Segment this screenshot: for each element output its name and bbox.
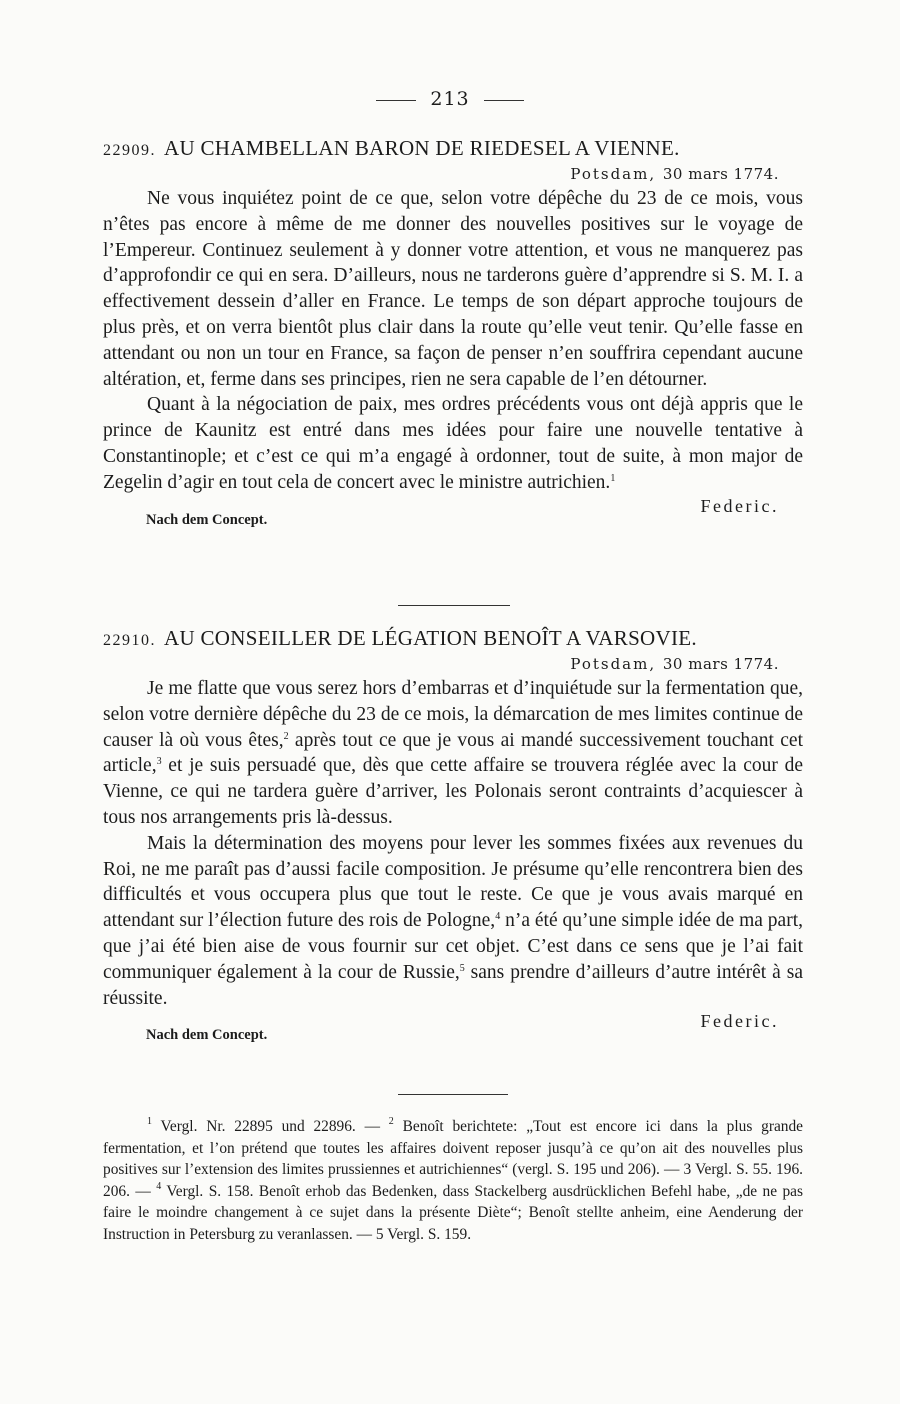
letter-place: Potsdam, bbox=[570, 165, 657, 183]
footnote-marker: 2 bbox=[283, 730, 289, 742]
footnote-divider bbox=[398, 1094, 508, 1095]
letter-paragraph bbox=[103, 676, 803, 831]
footnote-marker: 1 bbox=[610, 472, 616, 484]
footnote-block bbox=[103, 1116, 803, 1245]
footnote-text: Benoît berichtete: „Tout est encore ici dans la plus grande fermentation, et l’on prétend que toutes les affaires doivent reposer jusqu’à ce qu’on ait des nouvelles plus positives sur l’extension des limites prussiennes et autrichiennes“ (vergl. S. 195 und 206). — 3 Vergl. S. 55. 196. 206. — bbox=[103, 1118, 804, 1200]
page-number-dash-left bbox=[376, 100, 416, 101]
footnote-number: 1 bbox=[147, 1116, 152, 1127]
footnote-marker: 3 bbox=[156, 756, 162, 768]
page-number-value: 213 bbox=[430, 88, 470, 110]
letter-dateline bbox=[103, 655, 803, 673]
signature-row bbox=[103, 1011, 803, 1053]
footnote-number: 2 bbox=[388, 1116, 394, 1127]
page-number bbox=[0, 88, 900, 110]
letter-number: 22909. bbox=[103, 142, 156, 159]
paragraph-text: et je suis persuadé que, dès que cette affaire se trouvera réglée avec la cour de Vienne, ce qui ne tardera guère d’arriver, les Polonais seront contraints d’acquiescer à tous nos arrangements pris là-dessus. bbox=[103, 755, 803, 828]
letter-dateline bbox=[103, 165, 803, 183]
paragraph-text: n’a été qu’une simple idée de ma part, que j’ai été bien aise de vous fournir sur cet objet. C’est dans ce sens que je l’ai fait communiquer également à la cour de Russie, bbox=[103, 910, 803, 983]
letter-body bbox=[103, 676, 803, 1011]
signature: Federic. bbox=[700, 1011, 779, 1032]
source-note: Nach dem Concept. bbox=[146, 511, 268, 528]
paragraph-text: Quant à la négociation de paix, mes ordres précédents vous ont déjà appris que le prince de Kaunitz est entré dans mes idées pour faire une nouvelle tentative à Constantinople; et c’est ce qui m’a engagé à ordonner, tout de suite, à mon major de Zegelin d’agir en tout cela de concert avec le ministre autrichien. bbox=[103, 394, 803, 493]
page-number-dash-right bbox=[484, 100, 524, 101]
letter-title: AU CONSEILLER DE LÉGATION BENOÎT A VARSOVIE. bbox=[164, 626, 697, 650]
letter-22910 bbox=[103, 626, 803, 1053]
paragraph-text: après tout ce que je vous ai mandé successivement touchant cet article, bbox=[103, 729, 803, 777]
source-note: Nach dem Concept. bbox=[146, 1027, 268, 1044]
letter-paragraph bbox=[103, 831, 803, 1012]
footnote-marker: 4 bbox=[495, 911, 501, 923]
paragraph-text: sans prendre d’ailleurs d’autre intérêt à sa réussite. bbox=[103, 961, 803, 1009]
paragraph-text: Je me flatte que vous serez hors d’embarras et d’inquiétude sur la fermentation que, selon votre dernière dépêche du 23 de ce mois, la démarcation de mes limites continue de causer là où vous êtes, bbox=[103, 678, 803, 751]
letter-heading bbox=[103, 136, 803, 161]
letter-paragraph: Ne vous inquiétez point de ce que, selon votre dépêche du 23 de ce mois, vous n’êtes pas encore à même de me donner des nouvelles positives sur le voyage de l’Empereur. Continuez seulement à y donner votre attention, et vous ne manquerez pas d’approfondir ce qui en sera. D’ailleurs, nous ne tarderons guère d’apprendre si S. M. I. a effectivement dessein d’aller en France. Le temps de son départ approche toujours de plus près, et on verra bientôt plus clair dans la route qu’elle veut tenir. Qu’elle fasse en attendant ou non un tour en France, sa façon de penser n’en souffrira cependant aucune altération, et, ferme dans ses principes, rien ne sera capable de l’en détourner. bbox=[103, 188, 803, 390]
letter-place: Potsdam, bbox=[570, 655, 657, 673]
signature: Federic. bbox=[700, 495, 779, 516]
letter-22909 bbox=[103, 136, 803, 538]
footnotes bbox=[103, 1116, 803, 1245]
footnote-text: Vergl. S. 158. Benoît erhob das Bedenken, dass Stackelberg ausdrücklichen Befehl habe, „de ne pas faire le moindre changement à ce sujet dans la présente Diète“; Benoît stellte anheim, eine Aenderung der Instruction in Petersburg zu veranlassen. — 5 Vergl. S. 159. bbox=[103, 1182, 804, 1243]
footnote-number: 4 bbox=[156, 1180, 162, 1192]
footnote-text: Vergl. Nr. 22895 und 22896. — bbox=[152, 1118, 389, 1135]
letter-body bbox=[103, 186, 803, 496]
letter-date: 30 mars 1774. bbox=[662, 165, 779, 183]
letter-heading bbox=[103, 626, 803, 651]
section-divider bbox=[398, 605, 510, 606]
signature-row bbox=[103, 496, 803, 538]
letter-title: AU CHAMBELLAN BARON DE RIEDESEL A VIENNE. bbox=[164, 136, 680, 160]
letter-date: 30 mars 1774. bbox=[662, 655, 779, 673]
letter-paragraph bbox=[103, 392, 803, 495]
paragraph-text: Mais la détermination des moyens pour lever les sommes fixées aux revenues du Roi, ne me paraît pas d’aussi facile composition. Je présume qu’elle rencontrera bien des difficultés et vous occupera plus que tout le reste. Ce que je vous avais marqué en attendant sur l’élection future des rois de Pologne, bbox=[103, 832, 803, 932]
footnote-marker: 5 bbox=[459, 962, 465, 974]
letter-number: 22910. bbox=[103, 632, 156, 649]
